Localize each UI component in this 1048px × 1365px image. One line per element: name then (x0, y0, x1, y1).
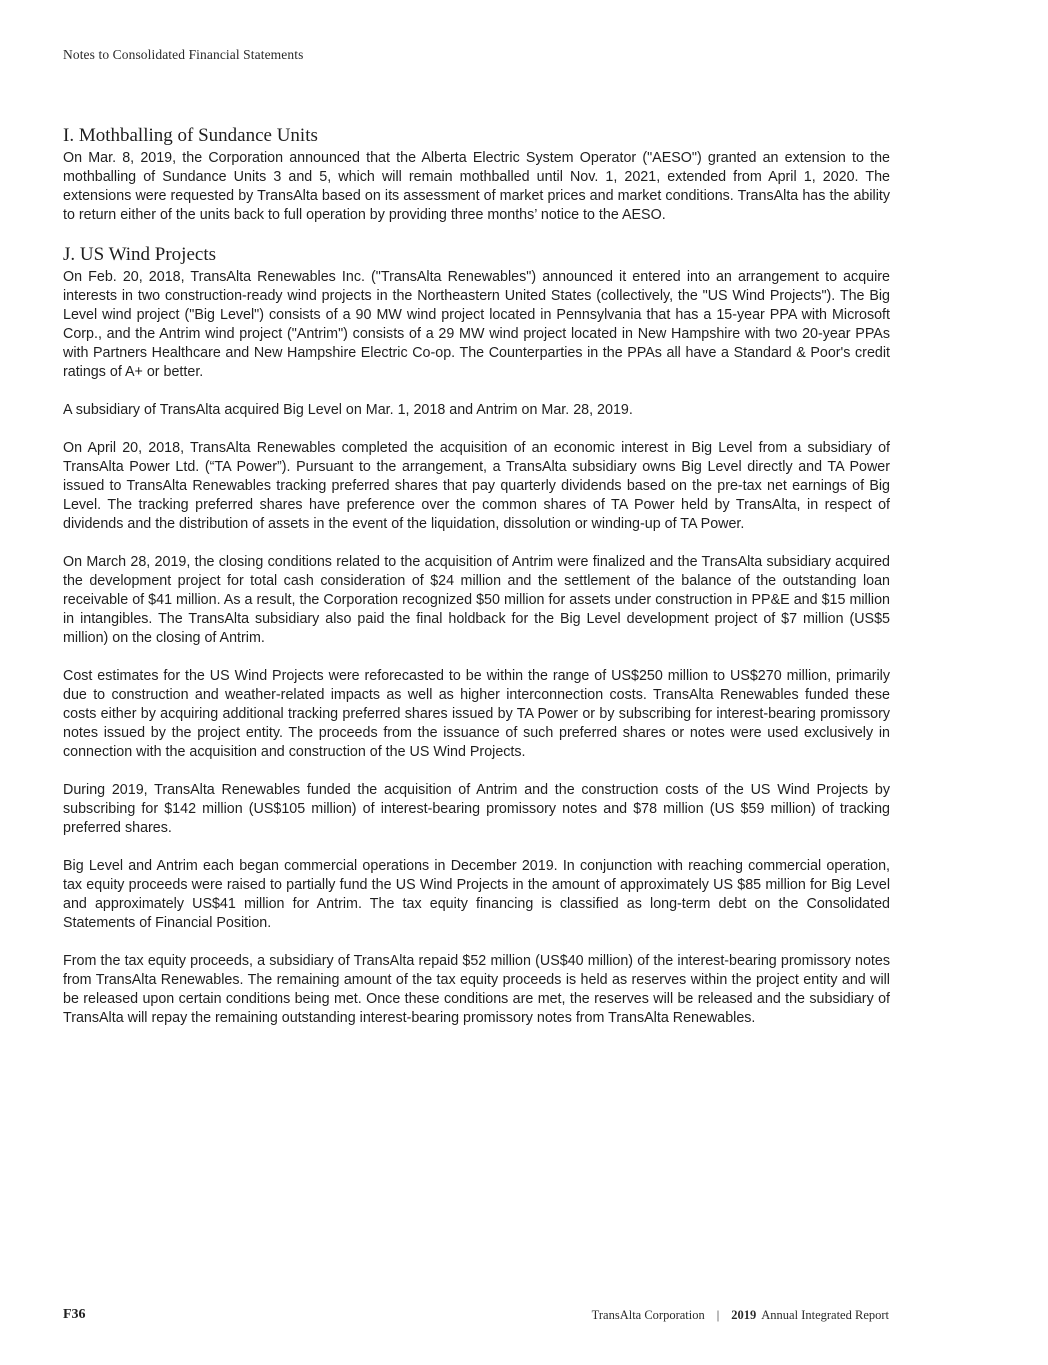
paragraph: Cost estimates for the US Wind Projects were reforecasted to be within the range of US$250 million to US$270 million, primarily due to construction and weather-related impacts as well as higher interconnection costs. TransAlta Renewables funded these costs either by acquiring additional tracking preferred shares issued by TA Power or by subscribing for interest-bearing promissory notes issued by the project entity. The proceeds from the issuance of such preferred shares or notes were used exclusively in connection with the acquisition and construction of the US Wind Projects. (63, 668, 890, 760)
footer-company: TransAlta Corporation (591, 1308, 705, 1322)
section-mothballing-sundance (63, 125, 890, 225)
footer-year: 2019 (731, 1308, 757, 1322)
running-footer (592, 1307, 889, 1323)
paragraph: On April 20, 2018, TransAlta Renewables completed the acquisition of an economic interest in Big Level from a subsidiary of TransAlta Power Ltd. (“TA Power”). Pursuant to the arrangement, a TransAlta subsidiary owns Big Level directly and TA Power issued to TransAlta Renewables tracking preferred shares that pay quarterly dividends based on the pre-tax net earnings of Big Level. The tracking preferred shares have preference over the common shares of TA Power held by TransAlta, in respect of dividends and the distribution of assets in the event of the liquidation, dissolution or winding-up of TA Power. (63, 440, 890, 532)
paragraph: Big Level and Antrim each began commercial operations in December 2019. In conjunction with reaching commercial operation, tax equity proceeds were raised to partially fund the US Wind Projects in the amount of approximately US $85 million for Big Level and approximately US$41 million for Antrim. The tax equity financing is classified as long-term debt on the Consolidated Statements of Financial Position. (63, 858, 890, 931)
running-header: Notes to Consolidated Financial Statements (63, 47, 304, 62)
paragraph: On March 28, 2019, the closing conditions related to the acquisition of Antrim were finalized and the TransAlta subsidiary acquired the development project for total cash consideration of $24 million and the settlement of the balance of the outstanding loan receivable of $41 million. As a result, the Corporation recognized $50 million for assets under construction in PP&E and $15 million in intangibles. The TransAlta subsidiary also paid the final holdback for the Big Level development project of $7 million (US$5 million) on the closing of Antrim. (63, 554, 890, 646)
paragraph: During 2019, TransAlta Renewables funded the acquisition of Antrim and the construction costs of the US Wind Projects by subscribing for $142 million (US$105 million) of interest-bearing promissory notes and $78 million (US $59 million) of tracking preferred shares. (63, 782, 890, 836)
footer-report-title: Annual Integrated Report (761, 1308, 889, 1322)
paragraph: On Mar. 8, 2019, the Corporation announced that the Alberta Electric System Operator ("AESO") granted an extension to the mothballing of Sundance Units 3 and 5, which will remain mothballed until Nov. 1, 2021, extended from April 1, 2020. The extensions were requested by TransAlta based on its assessment of market prices and market conditions. TransAlta has the ability to return either of the units back to full operation by providing three months’ notice to the AESO. (63, 150, 890, 223)
paragraph: From the tax equity proceeds, a subsidiary of TransAlta repaid $52 million (US$40 million) of the interest-bearing promissory notes from TransAlta Renewables. The remaining amount of the tax equity proceeds is held as reserves within the project entity and will be released upon certain conditions being met. Once these conditions are met, the reserves will be released and the subsidiary of TransAlta will repay the remaining outstanding interest-bearing promissory notes from TransAlta Renewables. (63, 953, 890, 1026)
page-content (63, 125, 890, 1028)
footer-separator: | (716, 1308, 720, 1322)
page-number: F36 (63, 1307, 86, 1322)
section-heading: J. US Wind Projects (63, 244, 217, 265)
section-us-wind-projects (63, 244, 890, 1028)
section-heading: I. Mothballing of Sundance Units (63, 125, 318, 146)
paragraph: On Feb. 20, 2018, TransAlta Renewables Inc. ("TransAlta Renewables") announced it entered into an arrangement to acquire interests in two construction-ready wind projects in the Northeastern United States (collectively, the "US Wind Projects"). The Big Level wind project ("Big Level") consists of a 90 MW wind project located in Pennsylvania that has a 15-year PPA with Microsoft Corp., and the Antrim wind project ("Antrim") consists of a 29 MW wind project located in New Hampshire with two 20-year PPAs with Partners Healthcare and New Hampshire Electric Co-op. The Counterparties in the PPAs all have a Standard & Poor's credit ratings of A+ or better. (63, 269, 890, 380)
paragraph: A subsidiary of TransAlta acquired Big Level on Mar. 1, 2018 and Antrim on Mar. 28, 2019. (63, 402, 633, 418)
